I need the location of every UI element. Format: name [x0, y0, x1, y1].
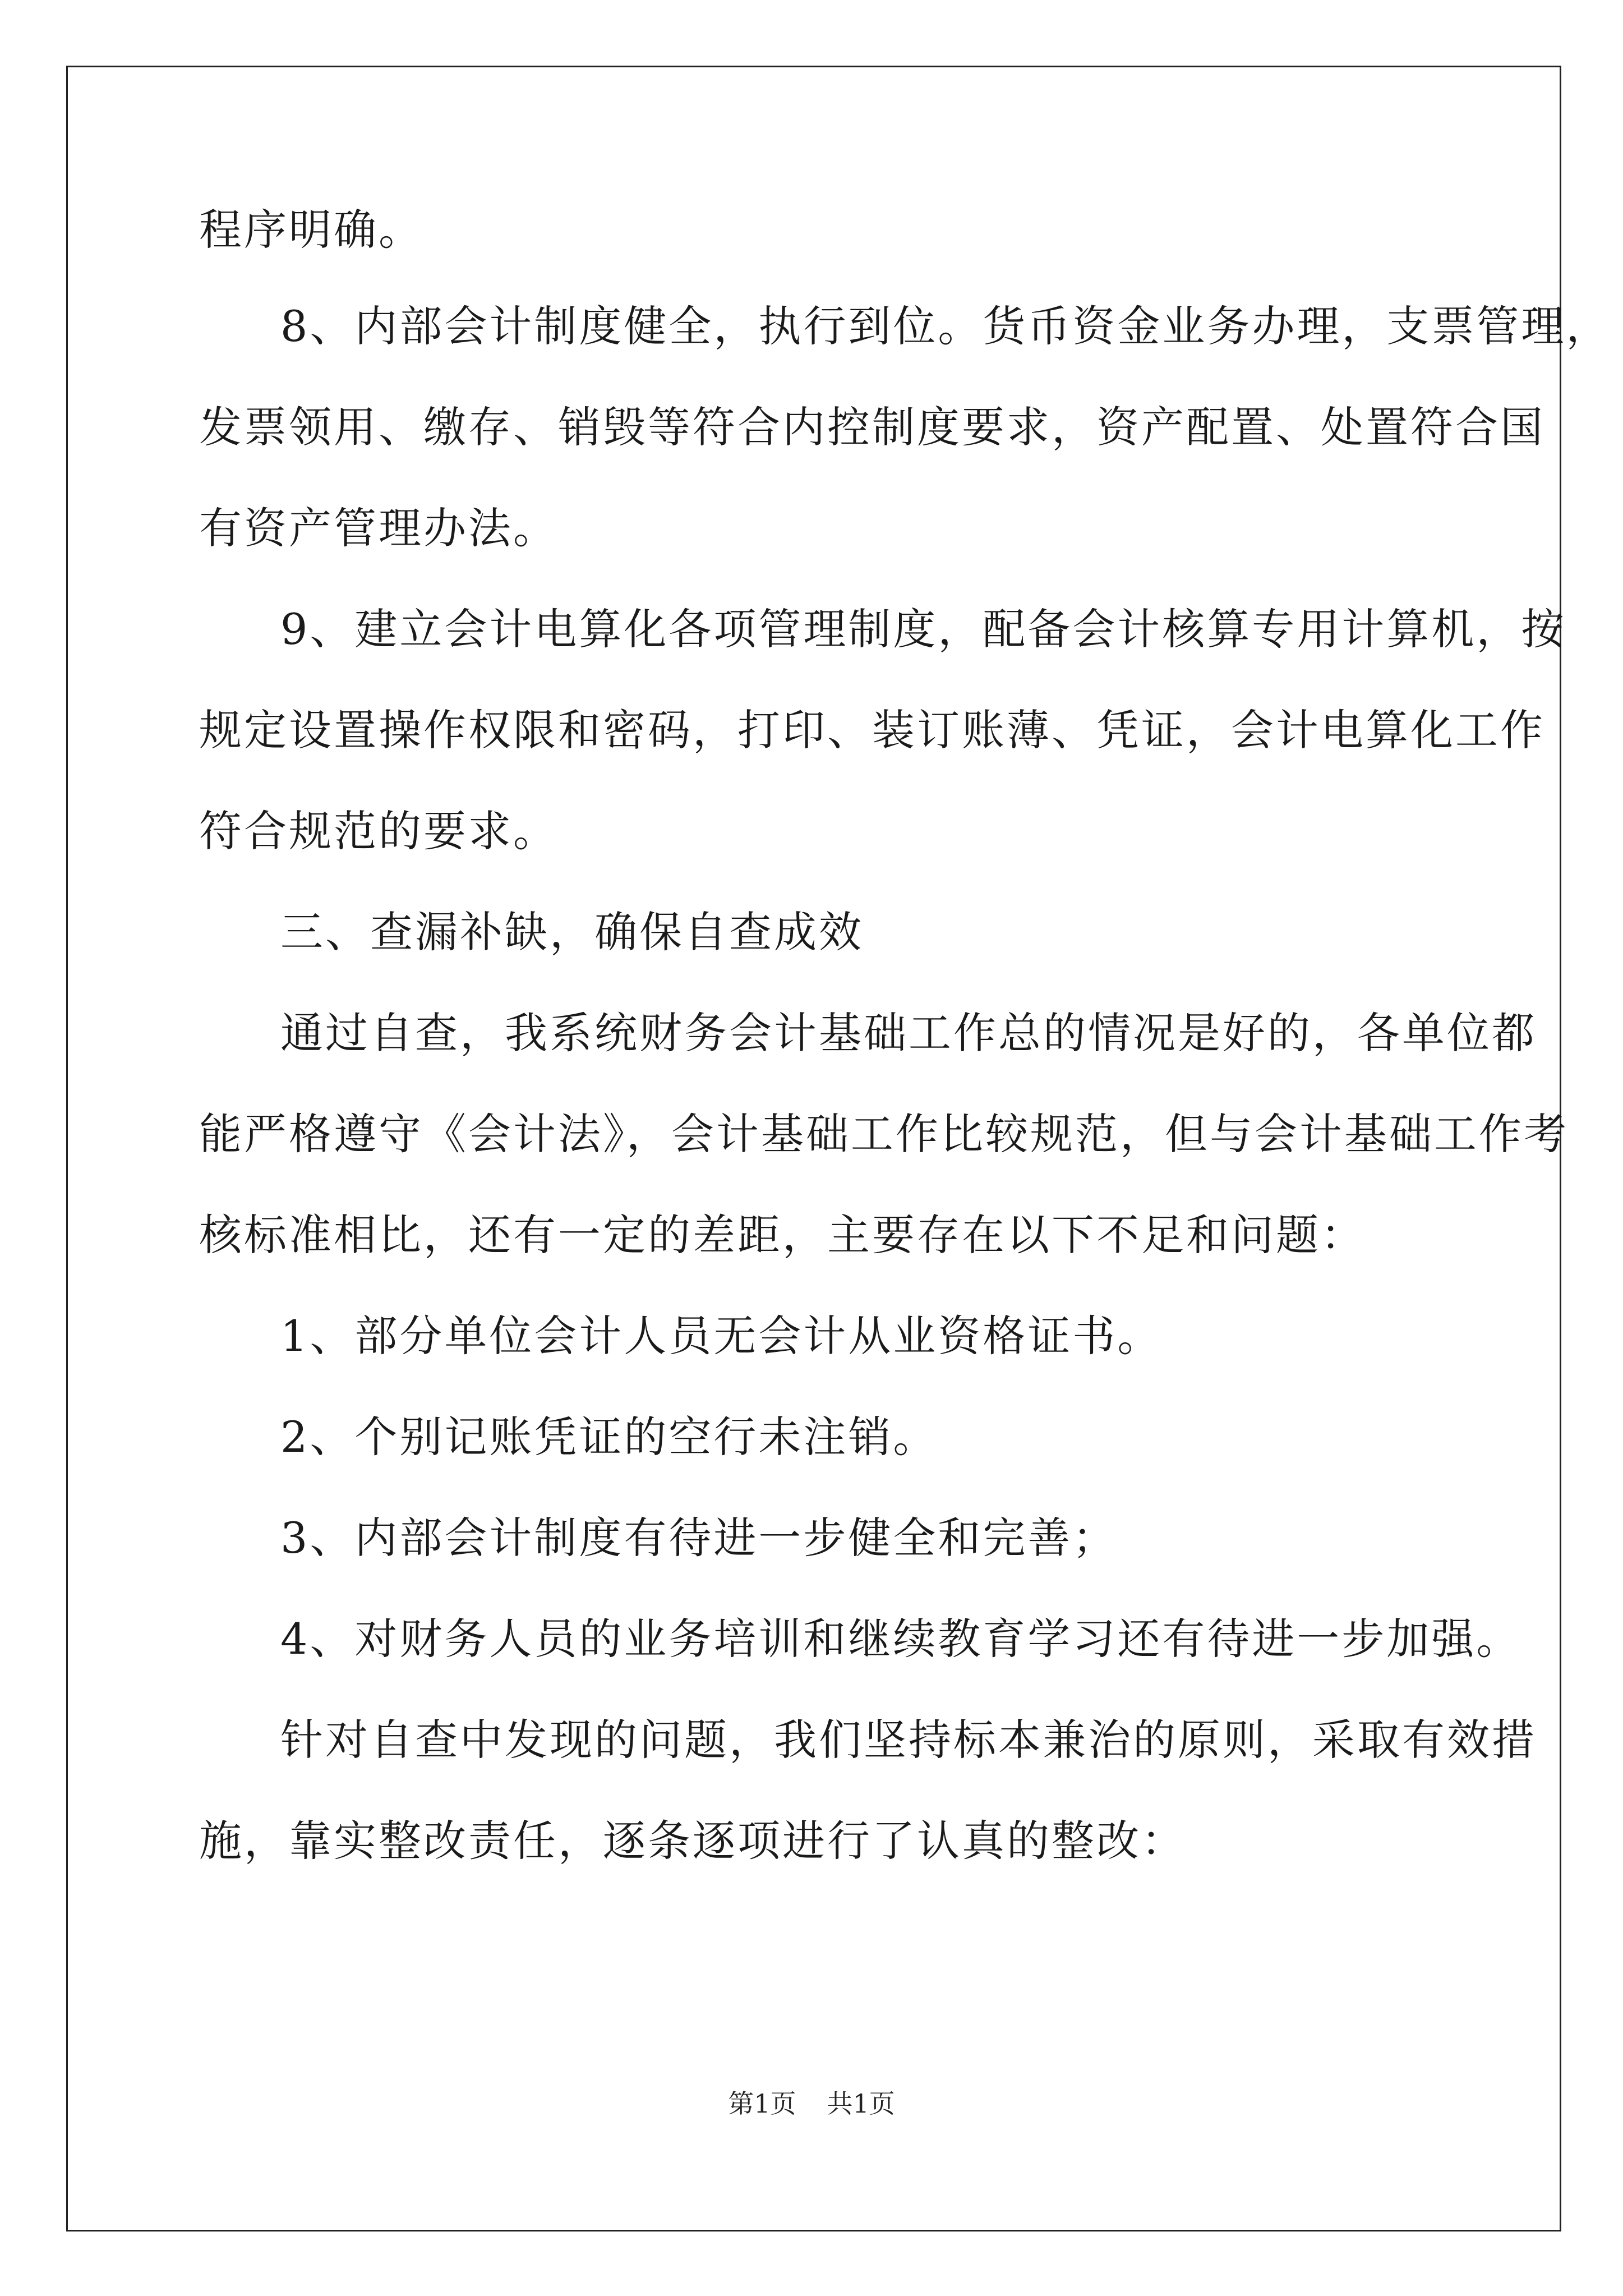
text-line: 程序明确。	[199, 205, 423, 255]
text-line: 发票领用、缴存、销毁等符合内控制度要求，资产配置、处置符合国	[199, 402, 1545, 452]
list-item: 3、内部会计制度有待进一步健全和完善；	[280, 1513, 1118, 1563]
page-total: 共1页	[827, 2088, 895, 2119]
list-item: 1、部分单位会计人员无会计从业资格证书。	[280, 1311, 1163, 1361]
text-line: 能严格遵守《会计法》，会计基础工作比较规范，但与会计基础工作考	[199, 1109, 1569, 1159]
list-item: 4、对财务人员的业务培训和继续教育学习还有待进一步加强。	[280, 1614, 1521, 1664]
page-number: 第1页	[728, 2088, 796, 2119]
page-footer	[0, 2087, 1623, 2120]
text-line: 施，靠实整改责任，逐条逐项进行了认真的整改：	[199, 1816, 1186, 1866]
list-item: 2、个别记账凭证的空行未注销。	[280, 1412, 938, 1462]
text-line: 有资产管理办法。	[199, 503, 558, 553]
text-line: 通过自查，我系统财务会计基础工作总的情况是好的，各单位都	[280, 1008, 1537, 1058]
text-line: 规定设置操作权限和密码，打印、装订账薄、凭证，会计电算化工作	[199, 705, 1545, 755]
section-heading: 三、查漏补缺，确保自查成效	[280, 907, 864, 957]
text-line: 9、建立会计电算化各项管理制度，配备会计核算专用计算机，按	[280, 604, 1566, 654]
text-line: 符合规范的要求。	[199, 806, 558, 856]
text-line: 8、内部会计制度健全，执行到位。货币资金业务办理，支票管理，	[280, 301, 1611, 351]
text-line: 针对自查中发现的问题，我们坚持标本兼治的原则，采取有效措	[280, 1715, 1537, 1765]
text-line: 核标准相比，还有一定的差距，主要存在以下不足和问题：	[199, 1210, 1366, 1260]
